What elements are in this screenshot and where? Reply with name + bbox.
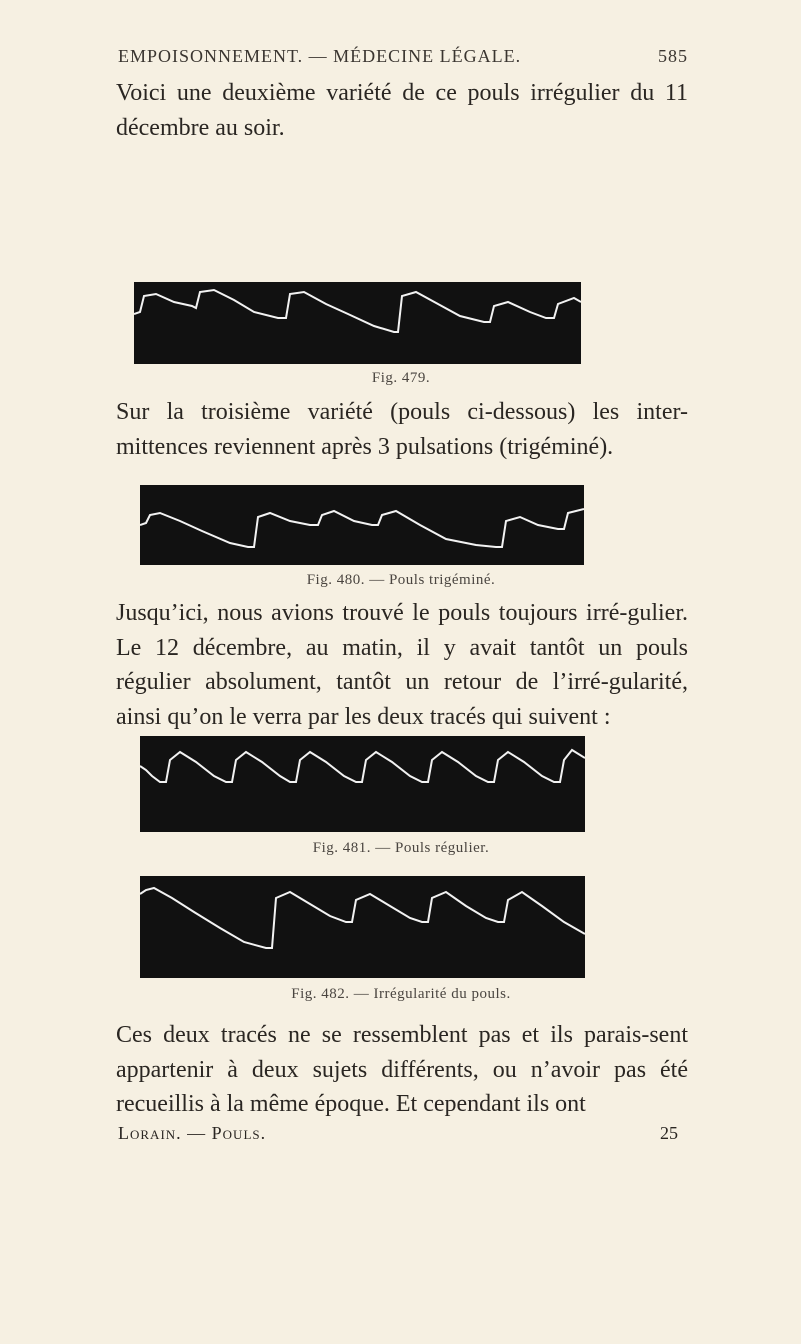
signature-mark: 25 — [660, 1123, 678, 1143]
paragraph-4: Ces deux tracés ne se ressemblent pas et ils parais-sent appartenir à deux sujets différents, ou n’avoir pas été recueillis à la même époque. Et cependant ils ont — [116, 1022, 688, 1117]
paragraph-2: Sur la troisième variété (pouls ci-dessous) les inter-mittences reviennent après 3 pulsations (trigéminé). — [116, 399, 688, 460]
pulse-trace-482 — [140, 876, 585, 978]
pulse-trace-479 — [134, 282, 581, 364]
page-number: 585 — [658, 46, 688, 66]
trace-svg-481 — [140, 736, 585, 832]
trace-svg-480 — [140, 485, 584, 565]
caption-fig-479: Fig. 479. — [371, 370, 431, 386]
page-footer — [118, 1123, 678, 1144]
caption-fig-480: Fig. 480. — Pouls trigéminé. — [306, 572, 496, 588]
paragraph-1: Voici une deuxième variété de ce pouls irrégulier du 11 décembre au soir. — [116, 80, 688, 141]
trace-svg-482 — [140, 876, 585, 978]
paragraph-3: Jusqu’ici, nous avions trouvé le pouls toujours irré-gulier. Le 12 décembre, au matin, il y avait tantôt un pouls régulier absolument, tantôt un retour de l’irré-gularité, ainsi qu’on le verra par les deux tracés qui suivent : — [116, 600, 688, 730]
pulse-trace-480 — [140, 485, 584, 565]
caption-fig-481: Fig. 481. — Pouls régulier. — [312, 840, 490, 856]
trace-svg-479 — [134, 282, 581, 364]
pulse-trace-481 — [140, 736, 585, 832]
running-header — [118, 46, 688, 67]
footer-author: Lorain. — Pouls. — [118, 1123, 267, 1143]
running-title: EMPOISONNEMENT. — MÉDECINE LÉGALE. — [118, 46, 522, 66]
caption-fig-482: Fig. 482. — Irrégularité du pouls. — [291, 986, 511, 1002]
